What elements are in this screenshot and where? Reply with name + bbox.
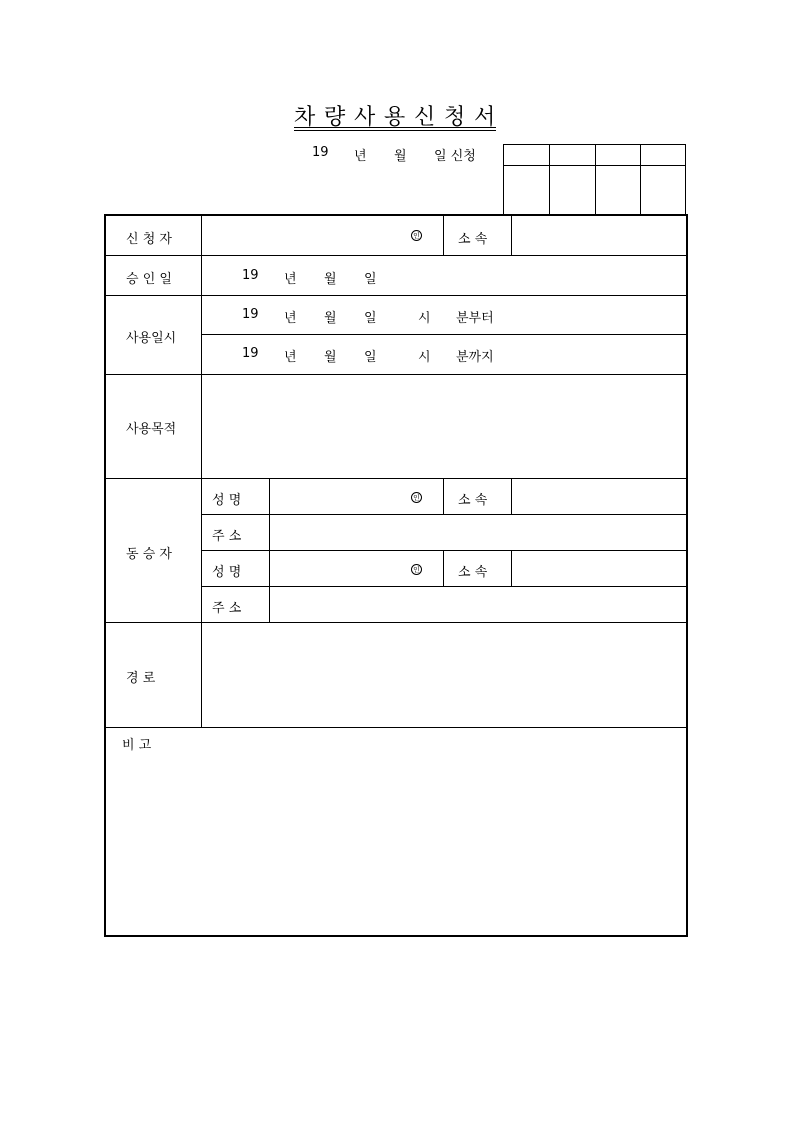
column-divider [443, 216, 444, 255]
usage-to-year-unit: 년 [284, 350, 297, 365]
row-divider [202, 550, 686, 551]
passenger-seal-mark: 인 [411, 492, 422, 503]
approval-date-label: 승 인 일 [126, 272, 172, 287]
column-divider [511, 478, 512, 514]
title-char: 신 [414, 105, 436, 130]
applicant-name-field[interactable] [202, 216, 442, 255]
title-underline [294, 127, 496, 128]
approval-divider [595, 145, 596, 214]
approval-divider [640, 145, 641, 214]
usage-from-year: 19 [242, 307, 259, 322]
usage-to-month-unit: 월 [324, 350, 337, 365]
row-divider [106, 478, 686, 479]
usage-datetime-label: 사용일시 [126, 331, 177, 346]
title-char: 차 [294, 105, 316, 130]
row-divider [106, 295, 686, 296]
purpose-field[interactable] [202, 375, 686, 478]
usage-to-year: 19 [242, 346, 259, 361]
row-divider [202, 514, 686, 515]
application-form-table [104, 214, 688, 937]
passenger-dept-label: 소 속 [458, 565, 488, 580]
usage-to-day-unit: 일 [364, 350, 377, 365]
approval-divider [549, 145, 550, 214]
passenger-address-label: 주 소 [212, 601, 242, 616]
column-divider [443, 550, 444, 586]
title-char: 량 [324, 105, 346, 130]
usage-from-suffix: 분부터 [456, 311, 494, 326]
passenger-address-label: 주 소 [212, 529, 242, 544]
approval-year-unit: 년 [284, 272, 297, 287]
route-field[interactable] [202, 623, 686, 727]
column-divider [511, 550, 512, 586]
request-day-label: 일 신청 [434, 149, 476, 164]
applicant-seal-mark: 인 [411, 230, 422, 241]
remarks-label: 비 고 [122, 738, 152, 753]
row-divider [202, 586, 686, 587]
title-underline [294, 130, 496, 131]
request-month-unit: 월 [394, 149, 407, 164]
document-title [290, 100, 500, 134]
approval-box-grid [503, 144, 686, 215]
title-char: 용 [384, 105, 406, 130]
title-char: 사 [354, 105, 376, 130]
request-year: 19 [312, 145, 329, 160]
usage-from-hour-unit: 시 [418, 311, 431, 326]
applicant-label: 신 청 자 [126, 232, 172, 247]
usage-from-month-unit: 월 [324, 311, 337, 326]
row-divider [106, 255, 686, 256]
passengers-label: 동 승 자 [126, 547, 172, 562]
approval-year: 19 [242, 268, 259, 283]
passenger-name-label: 성 명 [212, 565, 242, 580]
passenger-dept-label: 소 속 [458, 493, 488, 508]
approval-month-unit: 월 [324, 272, 337, 287]
row-divider [202, 334, 686, 335]
route-label: 경 로 [126, 671, 156, 686]
approval-day-unit: 일 [364, 272, 377, 287]
purpose-label: 사용목적 [126, 422, 177, 437]
remarks-field[interactable] [106, 728, 686, 935]
request-year-unit: 년 [354, 149, 367, 164]
passenger-seal-mark: 인 [411, 564, 422, 575]
usage-from-day-unit: 일 [364, 311, 377, 326]
applicant-dept-field[interactable] [512, 216, 686, 255]
applicant-dept-label: 소 속 [458, 232, 488, 247]
title-char: 서 [474, 105, 496, 130]
usage-to-hour-unit: 시 [418, 350, 431, 365]
column-divider [443, 478, 444, 514]
passenger-name-label: 성 명 [212, 493, 242, 508]
usage-from-year-unit: 년 [284, 311, 297, 326]
usage-to-suffix: 분까지 [456, 350, 494, 365]
column-divider [269, 478, 270, 622]
title-char: 청 [444, 105, 466, 130]
